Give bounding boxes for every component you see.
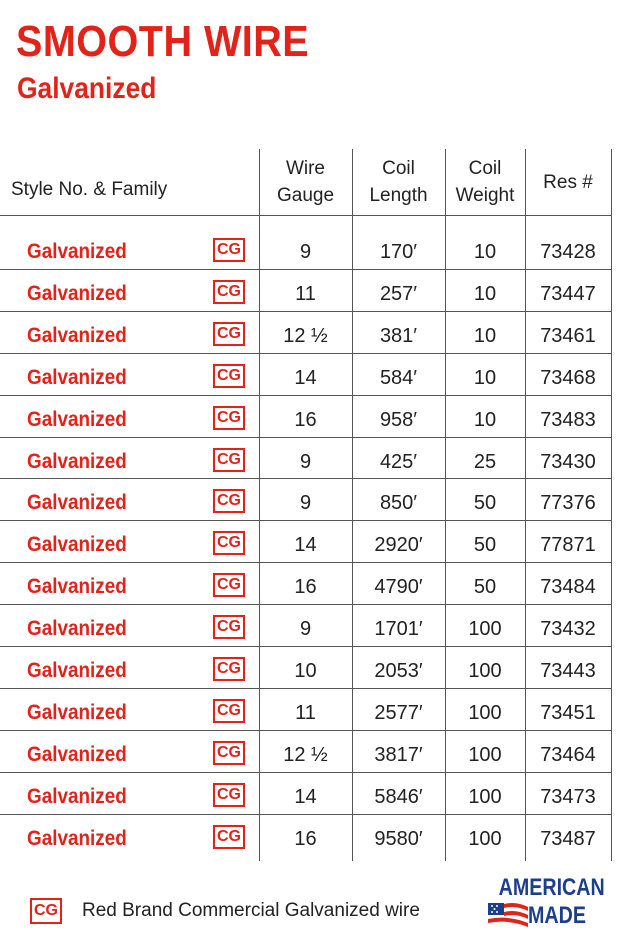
- row-divider: [0, 437, 611, 438]
- cg-badge: CG: [213, 280, 245, 304]
- row-coil-weight: 10: [473, 324, 497, 347]
- row-family: Galvanized: [27, 450, 127, 473]
- row-family: Galvanized: [27, 701, 127, 724]
- row-res-number: 73473: [540, 785, 596, 808]
- row-family: Galvanized: [27, 743, 127, 766]
- cg-badge: CG: [213, 699, 245, 723]
- header-style-family: Style No. & Family: [11, 179, 168, 200]
- table-row: [0, 357, 630, 399]
- table-row: [0, 482, 630, 524]
- row-divider: [0, 311, 611, 312]
- row-wire-gauge: 16: [294, 575, 317, 598]
- table-row: [0, 524, 630, 566]
- cg-badge: CG: [213, 573, 245, 597]
- row-coil-length: 5846′: [374, 785, 423, 808]
- cg-badge: CG: [213, 322, 245, 346]
- legend-cg-badge: CG: [30, 898, 62, 924]
- cg-badge: CG: [213, 489, 245, 513]
- table-row: [0, 441, 630, 483]
- row-res-number: 73487: [540, 827, 596, 850]
- row-res-number: 73483: [540, 408, 596, 431]
- row-coil-length: 850′: [379, 491, 418, 514]
- cg-badge: CG: [213, 531, 245, 555]
- row-family: Galvanized: [27, 617, 127, 640]
- row-divider: [0, 814, 611, 815]
- row-coil-weight: 50: [473, 491, 497, 514]
- cg-badge: CG: [213, 448, 245, 472]
- row-res-number: 73468: [540, 366, 596, 389]
- row-family: Galvanized: [27, 366, 127, 389]
- row-coil-weight: 100: [468, 659, 502, 682]
- row-res-number: 77871: [540, 533, 596, 556]
- row-coil-weight: 10: [473, 282, 497, 305]
- row-wire-gauge: 14: [294, 785, 317, 808]
- header-wire-gauge-line1: Wire: [285, 158, 326, 179]
- table-row: [0, 608, 630, 650]
- page-subtitle: Galvanized: [17, 72, 157, 105]
- row-coil-weight: 100: [468, 743, 502, 766]
- table-row: [0, 650, 630, 692]
- row-coil-weight: 10: [473, 408, 497, 431]
- row-res-number: 73430: [540, 450, 596, 473]
- table-row: [0, 231, 630, 273]
- row-wire-gauge: 11: [295, 701, 316, 724]
- row-res-number: 73484: [540, 575, 596, 598]
- row-res-number: 73464: [540, 743, 596, 766]
- row-res-number: 73428: [540, 240, 596, 263]
- header-coil-length-line2: Length: [369, 185, 428, 206]
- row-family: Galvanized: [27, 533, 127, 556]
- header-res-number: [525, 149, 611, 215]
- row-coil-length: 1701′: [374, 617, 423, 640]
- row-coil-weight: 25: [473, 450, 497, 473]
- logo-text-american: AMERICAN: [498, 874, 605, 901]
- row-res-number: 73451: [540, 701, 596, 724]
- row-family: Galvanized: [27, 282, 127, 305]
- row-wire-gauge: 16: [294, 827, 317, 850]
- table-row: [0, 734, 630, 776]
- row-coil-weight: 100: [468, 701, 502, 724]
- row-family: Galvanized: [27, 408, 127, 431]
- row-coil-length: 170′: [379, 240, 418, 263]
- cg-badge: CG: [213, 741, 245, 765]
- row-divider: [0, 520, 611, 521]
- american-made-logo: [488, 876, 606, 928]
- row-coil-weight: 100: [468, 785, 502, 808]
- row-res-number: 77376: [540, 491, 596, 514]
- row-wire-gauge: 14: [294, 533, 317, 556]
- row-coil-length: 2053′: [374, 659, 423, 682]
- row-wire-gauge: 9: [299, 491, 312, 514]
- row-wire-gauge: 16: [294, 408, 317, 431]
- row-wire-gauge: 9: [299, 617, 312, 640]
- row-coil-length: 2577′: [374, 701, 423, 724]
- legend-description: Red Brand Commercial Galvanized wire: [82, 900, 420, 921]
- row-coil-length: 381′: [379, 324, 418, 347]
- row-divider: [0, 562, 611, 563]
- row-coil-weight: 100: [468, 827, 502, 850]
- row-divider: [0, 772, 611, 773]
- table-row: [0, 273, 630, 315]
- header-coil-weight-line2: Weight: [455, 185, 515, 206]
- page-title: SMOOTH WIRE: [16, 17, 310, 66]
- row-divider: [0, 478, 611, 479]
- row-res-number: 73447: [540, 282, 596, 305]
- row-coil-length: 4790′: [374, 575, 423, 598]
- cg-badge: CG: [213, 615, 245, 639]
- row-divider: [0, 604, 611, 605]
- row-divider: [0, 688, 611, 689]
- row-divider: [0, 353, 611, 354]
- row-divider: [0, 269, 611, 270]
- logo-text-made: MADE: [528, 902, 586, 929]
- header-coil-weight-line1: Coil: [468, 158, 502, 179]
- header-coil-length-line1: Coil: [382, 158, 415, 179]
- row-coil-weight: 10: [473, 366, 497, 389]
- row-wire-gauge: 12 ½: [283, 743, 328, 766]
- row-divider: [0, 730, 611, 731]
- row-coil-length: 257′: [379, 282, 418, 305]
- row-wire-gauge: 12 ½: [283, 324, 328, 347]
- row-coil-weight: 100: [468, 617, 502, 640]
- header-coil-weight: [445, 149, 525, 215]
- row-coil-length: 3817′: [374, 743, 423, 766]
- row-wire-gauge: 11: [295, 282, 316, 305]
- flag-icon: [488, 903, 528, 927]
- header-coil-length: [352, 149, 445, 215]
- row-family: Galvanized: [27, 240, 127, 263]
- cg-badge: CG: [213, 657, 245, 681]
- table-row: [0, 692, 630, 734]
- row-wire-gauge: 9: [299, 450, 312, 473]
- cg-badge: CG: [213, 238, 245, 262]
- header-wire-gauge-line2: Gauge: [276, 185, 335, 206]
- table-row: [0, 315, 630, 357]
- table-row: [0, 399, 630, 441]
- header-res-number-label: Res #: [543, 171, 593, 193]
- row-coil-length: 958′: [379, 408, 418, 431]
- row-divider: [0, 646, 611, 647]
- row-family: Galvanized: [27, 785, 127, 808]
- cg-badge: CG: [213, 783, 245, 807]
- row-coil-weight: 50: [473, 575, 497, 598]
- table-row: [0, 566, 630, 608]
- row-coil-weight: 10: [473, 240, 497, 263]
- row-wire-gauge: 10: [294, 659, 317, 682]
- row-res-number: 73432: [540, 617, 596, 640]
- row-family: Galvanized: [27, 827, 127, 850]
- row-res-number: 73443: [540, 659, 596, 682]
- row-res-number: 73461: [540, 324, 596, 347]
- row-family: Galvanized: [27, 659, 127, 682]
- header-divider: [0, 215, 611, 216]
- row-wire-gauge: 14: [294, 366, 317, 389]
- row-coil-length: 584′: [379, 366, 418, 389]
- cg-badge: CG: [213, 825, 245, 849]
- row-coil-length: 9580′: [374, 827, 423, 850]
- row-divider: [0, 395, 611, 396]
- table-row: [0, 776, 630, 818]
- row-family: Galvanized: [27, 491, 127, 514]
- row-coil-weight: 50: [473, 533, 497, 556]
- cg-badge: CG: [213, 406, 245, 430]
- row-coil-length: 2920′: [374, 533, 423, 556]
- cg-badge: CG: [213, 364, 245, 388]
- table-row: [0, 818, 630, 860]
- header-wire-gauge: [259, 149, 352, 215]
- row-wire-gauge: 9: [299, 240, 312, 263]
- row-family: Galvanized: [27, 575, 127, 598]
- row-family: Galvanized: [27, 324, 127, 347]
- row-coil-length: 425′: [379, 450, 418, 473]
